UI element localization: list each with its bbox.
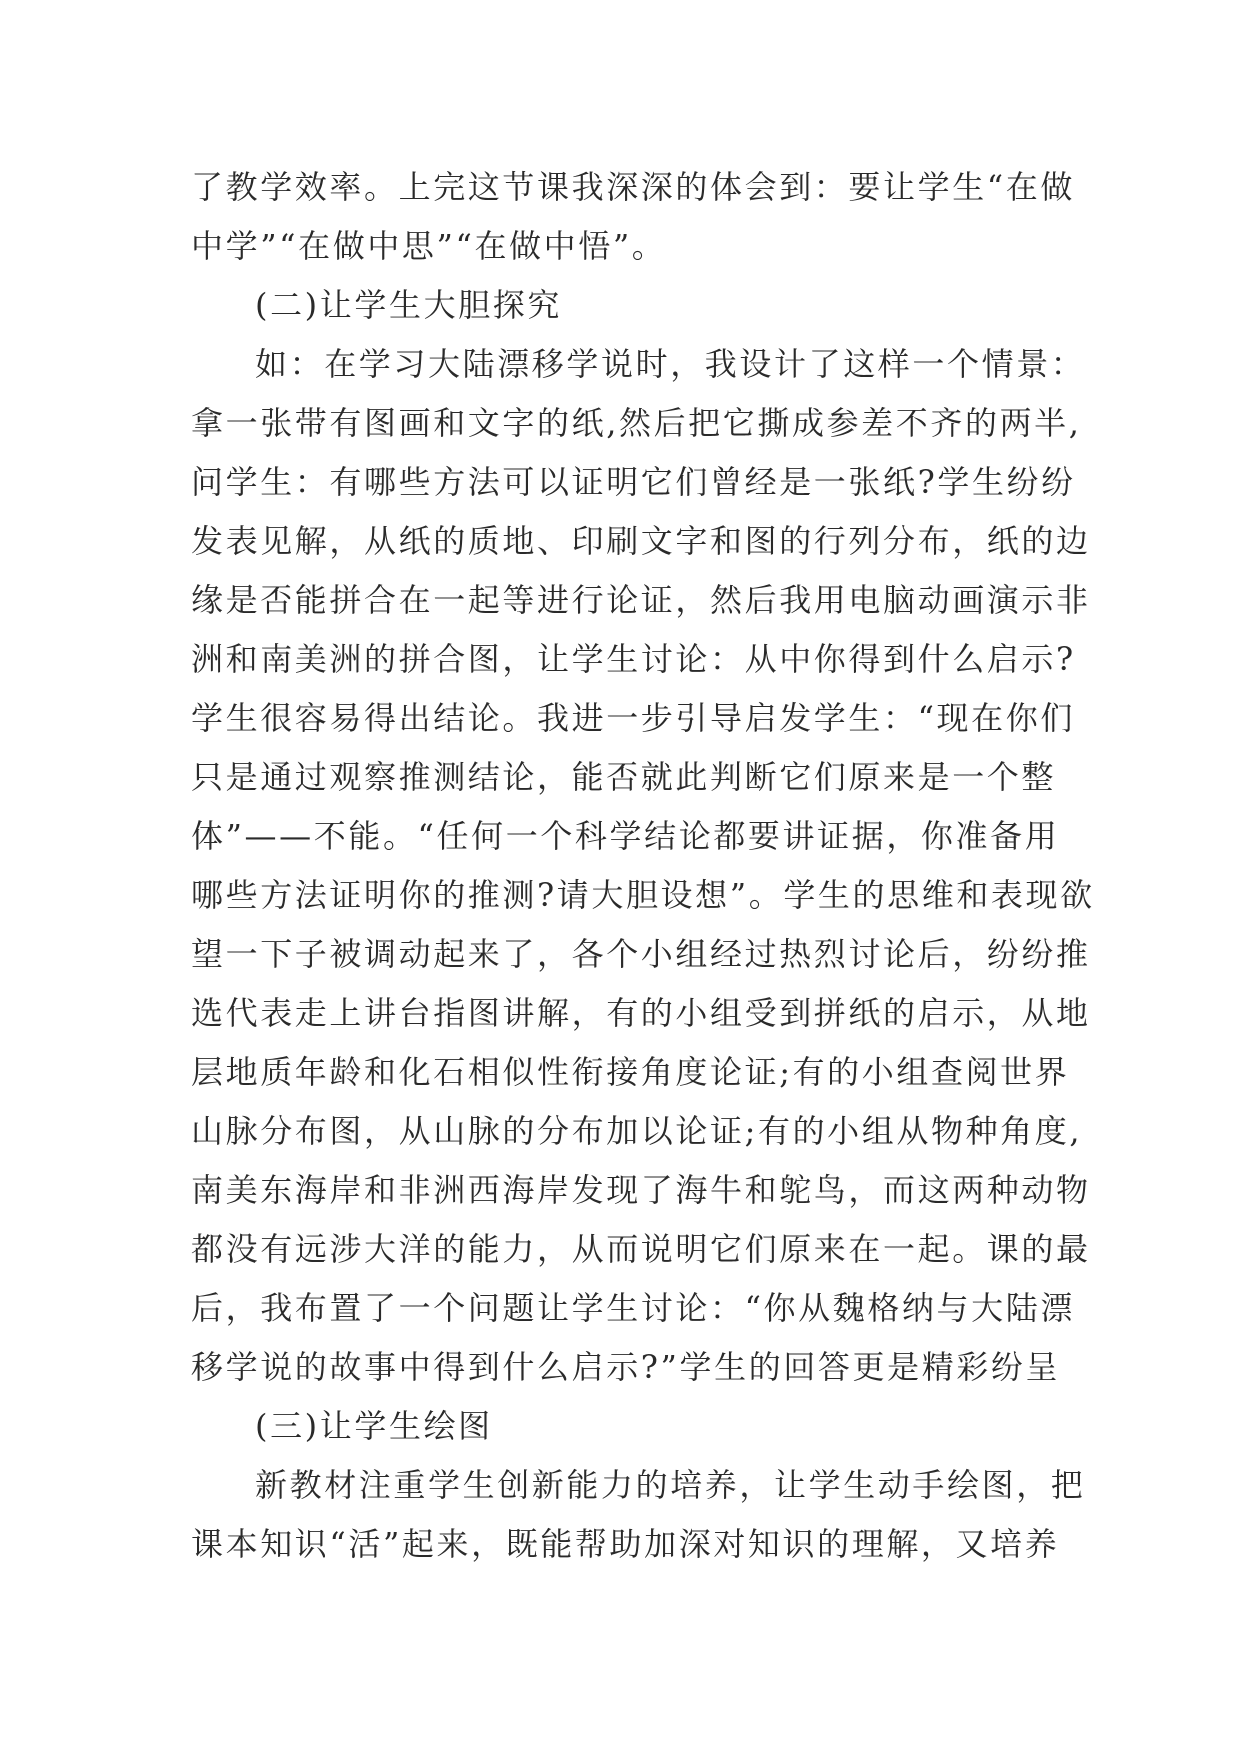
text-line: 洲和南美洲的拼合图，让学生讨论：从中你得到什么启示? [191, 640, 1076, 678]
text-line: 拿一张带有图画和文字的纸,然后把它撕成参差不齐的两半, [191, 404, 1082, 442]
text-line: 南美东海岸和非洲西海岸发现了海牛和鸵鸟，而这两种动物 [191, 1171, 1091, 1209]
text-line: 移学说的故事中得到什么启示?”学生的回答更是精彩纷呈 [191, 1348, 1061, 1386]
paragraph-first-line: 如：在学习大陆漂移学说时，我设计了这样一个情景： [255, 345, 1086, 383]
document-body [191, 158, 1095, 1574]
text-line: 学生很容易得出结论。我进一步引导启发学生：“现在你们 [191, 699, 1075, 737]
text-line: 山脉分布图，从山脉的分布加以论证;有的小组从物种角度, [191, 1112, 1083, 1150]
paragraph-first-line: 新教材注重学生创新能力的培养，让学生动手绘图，把 [255, 1466, 1086, 1504]
text-line: 课本知识“活”起来，既能帮助加深对知识的理解，又培养 [191, 1525, 1060, 1563]
text-line: 中学”“在做中思”“在做中悟”。 [191, 227, 667, 265]
text-line: 选代表走上讲台指图讲解，有的小组受到拼纸的启示，从地 [191, 994, 1091, 1032]
section-heading: (二)让学生大胆探究 [255, 286, 562, 324]
text-line: 哪些方法证明你的推测?请大胆设想”。学生的思维和表现欲 [191, 876, 1095, 914]
text-line: 发表见解，从纸的质地、印刷文字和图的行列分布，纸的边 [191, 522, 1091, 560]
text-line: 只是通过观察推测结论，能否就此判断它们原来是一个整 [191, 758, 1057, 796]
text-line: 望一下子被调动起来了，各个小组经过热烈讨论后，纷纷推 [191, 935, 1091, 973]
text-line: 都没有远涉大洋的能力，从而说明它们原来在一起。课的最 [191, 1230, 1091, 1268]
text-line: 了教学效率。上完这节课我深深的体会到：要让学生“在做 [191, 168, 1075, 206]
text-line: 体”——不能。“任何一个科学结论都要讲证据，你准备用 [191, 817, 1060, 855]
text-line: 层地质年龄和化石相似性衔接角度论证;有的小组查阅世界 [191, 1053, 1070, 1091]
section-heading: (三)让学生绘图 [255, 1407, 493, 1445]
text-line: 后，我布置了一个问题让学生讨论：“你从魏格纳与大陆漂 [191, 1289, 1075, 1327]
text-line: 问学生：有哪些方法可以证明它们曾经是一张纸?学生纷纷 [191, 463, 1076, 501]
text-line: 缘是否能拼合在一起等进行论证，然后我用电脑动画演示非 [191, 581, 1091, 619]
